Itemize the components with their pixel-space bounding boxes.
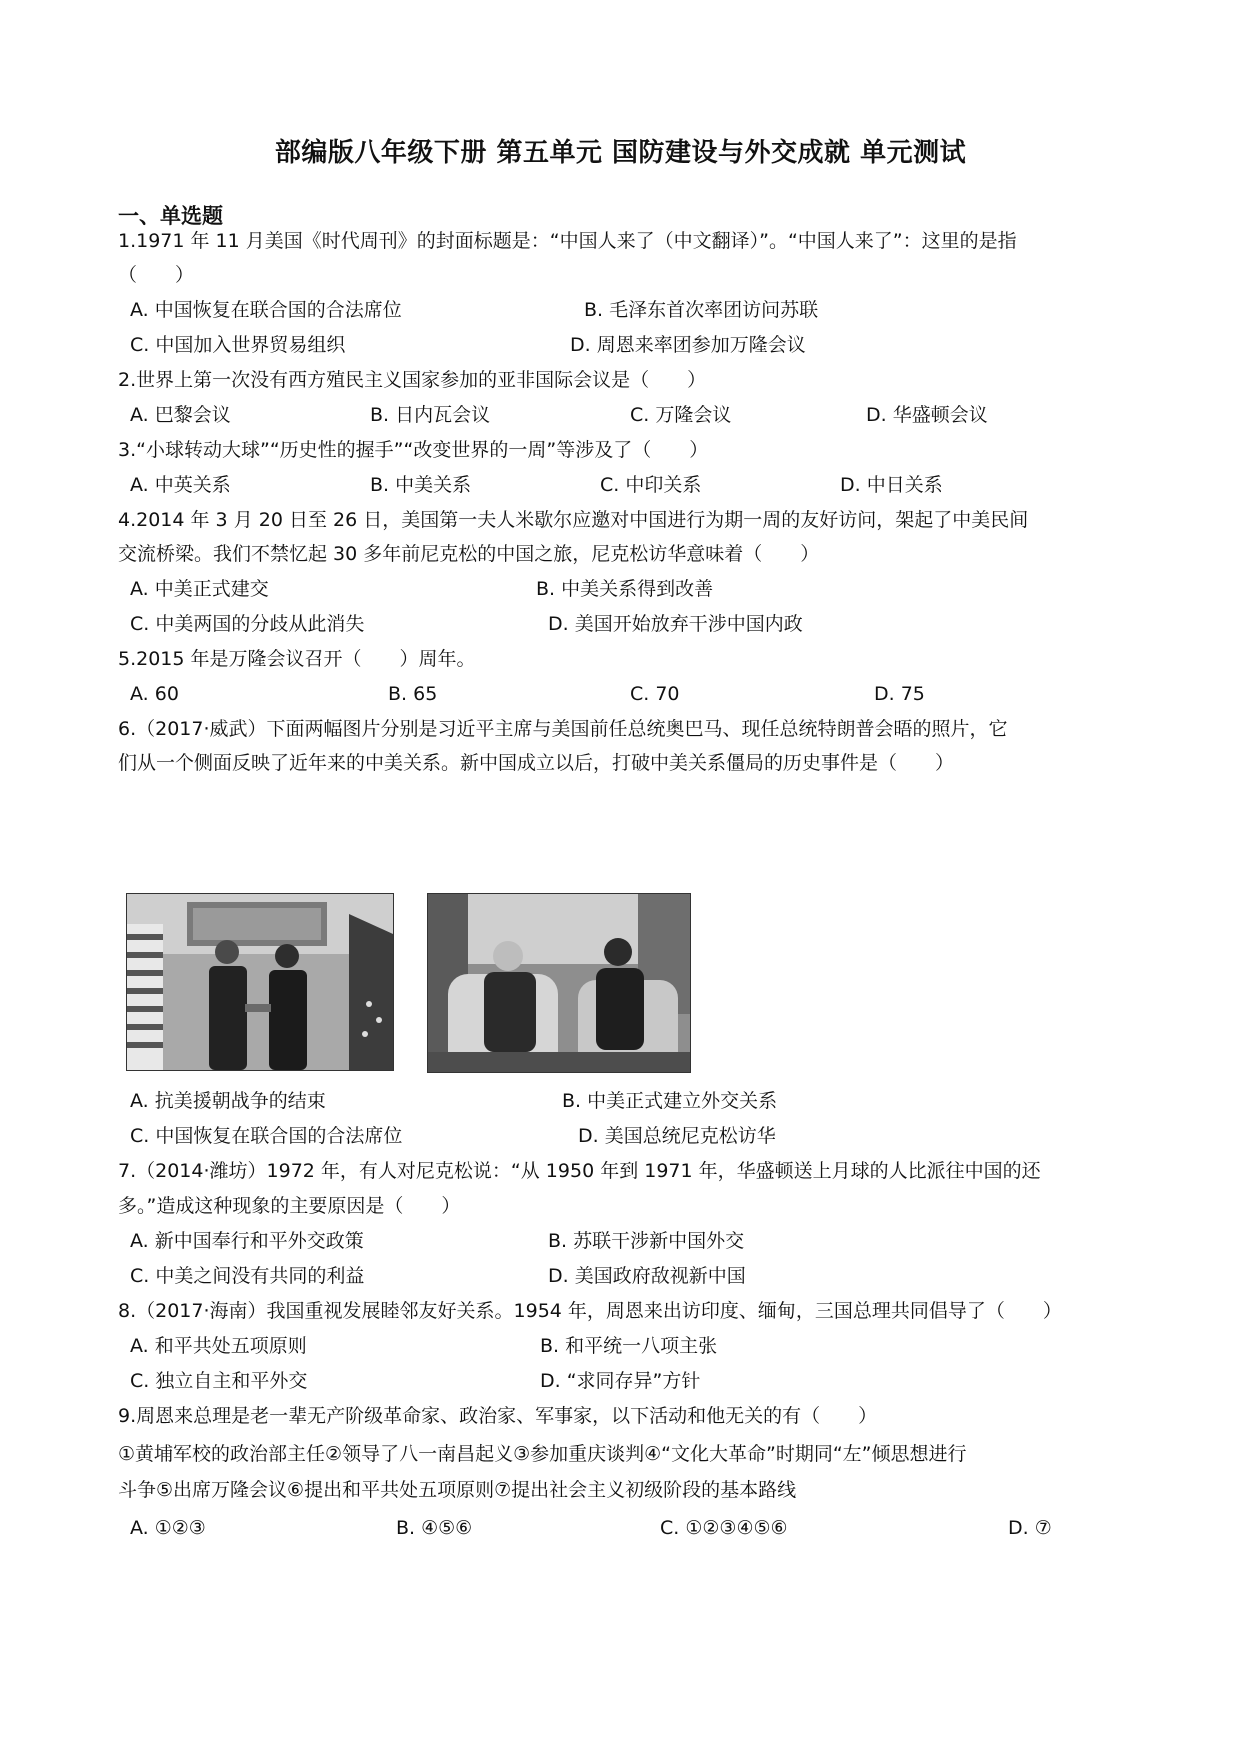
- question-2-option-d: D. 华盛顿会议: [866, 404, 988, 426]
- question-1-option-a: A. 中国恢复在联合国的合法席位: [130, 299, 402, 321]
- question-8-option-b: B. 和平统一八项主张: [540, 1335, 718, 1357]
- question-9-option-c: C. ①②③④⑤⑥: [660, 1517, 788, 1539]
- photo-trump-xi-meeting-image: [428, 894, 690, 1072]
- question-9-stem-line-2: ①黄埔军校的政治部主任②领导了八一南昌起义③参加重庆谈判④“文化大革命”时期同“左”倾思想进行: [118, 1443, 967, 1465]
- question-6-option-d: D. 美国总统尼克松访华: [578, 1125, 776, 1147]
- question-1-option-d: D. 周恩来率团参加万隆会议: [570, 334, 806, 356]
- question-4-option-b: B. 中美关系得到改善: [536, 578, 714, 600]
- question-9-option-d: D. ⑦: [1008, 1517, 1052, 1539]
- page-title: 部编版八年级下册 第五单元 国防建设与外交成就 单元测试: [274, 138, 967, 168]
- question-5-option-b: B. 65: [388, 683, 438, 705]
- question-3-option-b: B. 中美关系: [370, 474, 472, 496]
- question-9-stem-line-1: 9.周恩来总理是老一辈无产阶级革命家、政治家、军事家，以下活动和他无关的有（ ）: [118, 1405, 878, 1427]
- question-3-stem: 3.“小球转动大球”“历史性的握手”“改变世界的一周”等涉及了（ ）: [118, 439, 709, 461]
- question-8-option-a: A. 和平共处五项原则: [130, 1335, 307, 1357]
- question-4-option-c: C. 中美两国的分歧从此消失: [130, 613, 365, 635]
- question-3-option-d: D. 中日关系: [840, 474, 943, 496]
- question-6-option-a: A. 抗美援朝战争的结束: [130, 1090, 326, 1112]
- photo-obama-xi-handshake: [126, 893, 394, 1071]
- question-7-stem-line-1: 7.（2014·潍坊）1972 年，有人对尼克松说：“从 1950 年到 1971 年，华盛顿送上月球的人比派往中国的还: [118, 1160, 1041, 1182]
- question-1-stem-line-1: 1.1971 年 11 月美国《时代周刊》的封面标题是：“中国人来了（中文翻译）”。“中国人来了”：这里的是指: [118, 230, 1017, 252]
- question-8-option-d: D. “求同存异”方针: [540, 1370, 701, 1392]
- photo-obama-xi-handshake-image: [127, 894, 393, 1070]
- question-2-stem: 2.世界上第一次没有西方殖民主义国家参加的亚非国际会议是（ ）: [118, 369, 707, 391]
- question-7-option-d: D. 美国政府敌视新中国: [548, 1265, 746, 1287]
- question-9-stem-line-3: 斗争⑤出席万隆会议⑥提出和平共处五项原则⑦提出社会主义初级阶段的基本路线: [118, 1479, 797, 1501]
- question-3-option-c: C. 中印关系: [600, 474, 702, 496]
- question-2-option-b: B. 日内瓦会议: [370, 404, 491, 426]
- question-6-stem-line-1: 6.（2017·威武）下面两幅图片分别是习近平主席与美国前任总统奥巴马、现任总统特朗普会晤的照片，它: [118, 718, 1008, 740]
- question-8-stem: 8.（2017·海南）我国重视发展睦邻友好关系。1954 年，周恩来出访印度、缅甸，三国总理共同倡导了（ ）: [118, 1300, 1062, 1322]
- question-5-option-c: C. 70: [630, 683, 680, 705]
- question-7-option-b: B. 苏联干涉新中国外交: [548, 1230, 745, 1252]
- question-4-stem-line-2: 交流桥梁。我们不禁忆起 30 多年前尼克松的中国之旅，尼克松访华意味着（ ）: [118, 543, 820, 565]
- question-3-option-a: A. 中英关系: [130, 474, 231, 496]
- question-9-option-b: B. ④⑤⑥: [396, 1517, 473, 1539]
- question-8-option-c: C. 独立自主和平外交: [130, 1370, 308, 1392]
- question-6-stem-line-2: 们从一个侧面反映了近年来的中美关系。新中国成立以后，打破中美关系僵局的历史事件是（ ）: [118, 752, 955, 774]
- question-6-option-c: C. 中国恢复在联合国的合法席位: [130, 1125, 403, 1147]
- question-2-option-c: C. 万隆会议: [630, 404, 732, 426]
- question-1-stem-line-2: （ ）: [118, 264, 195, 286]
- photo-trump-xi-meeting: [427, 893, 691, 1073]
- question-4-stem-line-1: 4.2014 年 3 月 20 日至 26 日，美国第一夫人米歇尔应邀对中国进行为期一周的友好访问，架起了中美民间: [118, 509, 1029, 531]
- question-4-option-d: D. 美国开始放弃干涉中国内政: [548, 613, 803, 635]
- question-1-option-c: C. 中国加入世界贸易组织: [130, 334, 346, 356]
- question-7-option-a: A. 新中国奉行和平外交政策: [130, 1230, 364, 1252]
- section-heading: 一、单选题: [118, 204, 223, 228]
- question-2-option-a: A. 巴黎会议: [130, 404, 231, 426]
- question-4-option-a: A. 中美正式建交: [130, 578, 269, 600]
- question-1-option-b: B. 毛泽东首次率团访问苏联: [584, 299, 819, 321]
- question-6-option-b: B. 中美正式建立外交关系: [562, 1090, 778, 1112]
- question-7-stem-line-2: 多。”造成这种现象的主要原因是（ ）: [118, 1195, 461, 1217]
- question-9-option-a: A. ①②③: [130, 1517, 206, 1539]
- question-7-option-c: C. 中美之间没有共同的利益: [130, 1265, 365, 1287]
- question-5-option-d: D. 75: [874, 683, 925, 705]
- question-5-option-a: A. 60: [130, 683, 179, 705]
- question-5-stem: 5.2015 年是万隆会议召开（ ）周年。: [118, 648, 476, 670]
